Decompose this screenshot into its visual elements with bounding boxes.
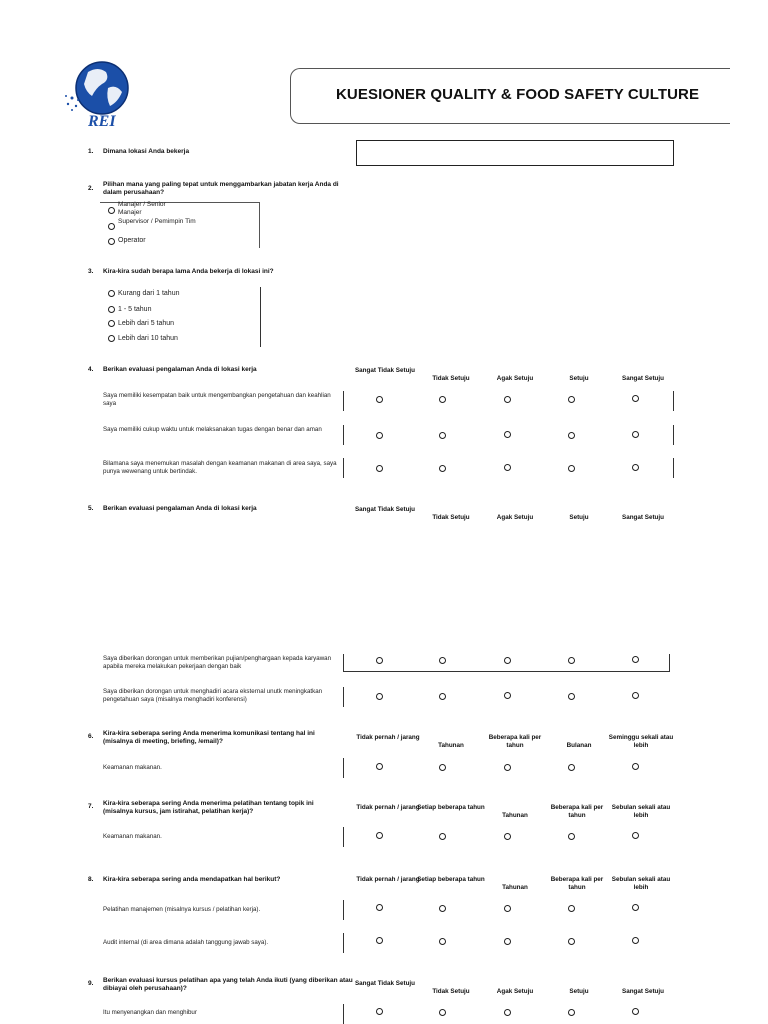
q9-header-s: Setuju [569,988,589,995]
q5-r2-radio-1[interactable] [376,693,383,700]
q7-r1-radio-5[interactable] [632,832,639,839]
option-supervisor: Supervisor / Pemimpin Tim [118,218,196,225]
q9-r1-radio-3[interactable] [504,1009,511,1016]
option-more-5: Lebih dari 5 tahun [118,320,175,327]
q5-r1-radio-4[interactable] [568,657,575,664]
q9-r1-radio-5[interactable] [632,1008,639,1015]
q6-text: Kira-kira seberapa sering Anda menerima komunikasi tentang hal ini (misalnya di meeting, briefing, /email)? [103,730,315,745]
q7-text: Kira-kira seberapa sering Anda menerima pelatihan tentang topik ini (misalnya kursus, jam istirahat, pelatihan kerja)? [103,800,314,815]
q4-r2-radio-4[interactable] [568,432,575,439]
q4-header-sts: Sangat Tidak Setuju [354,367,416,374]
q8-statement-1: Pelatihan manajemen (misalnya kursus / pelatihan kerja). [103,906,261,913]
q3-divider [260,287,261,347]
radio-more-5[interactable] [108,320,115,327]
q6-r1-radio-3[interactable] [504,764,511,771]
q8-header-3: Tahunan [502,884,528,891]
q7-header-4: Beberapa kali per tahun [550,804,604,819]
q7-r1-radio-4[interactable] [568,833,575,840]
q8-header-4: Beberapa kali per tahun [550,876,604,891]
q4-r3-radio-3[interactable] [504,464,511,471]
q4-r2-radio-5[interactable] [632,431,639,438]
q7-r1-radio-2[interactable] [439,833,446,840]
q6-r1-radio-5[interactable] [632,763,639,770]
q5-header-ts: Tidak Setuju [432,514,470,521]
q7-header-1: Tidak pernah / jarang [356,804,420,811]
q4-r1-radio-2[interactable] [439,396,446,403]
q5-r1-radio-2[interactable] [439,657,446,664]
q4-statement-3: Bilamana saya menemukan masalah dengan keamanan makanan di area saya, saya punya wewenang untuk bertindak. [103,460,337,475]
q5-r2-radio-2[interactable] [439,693,446,700]
q4-r2-radio-1[interactable] [376,432,383,439]
q6-r1-radio-1[interactable] [376,763,383,770]
q4-header-s: Setuju [569,375,589,382]
q6-header-3: Beberapa kali per tahun [488,734,542,749]
q6-r1-radio-4[interactable] [568,764,575,771]
option-manajer: Manajer / Senior Manajer [118,201,166,216]
q8-r2-radio-5[interactable] [632,937,639,944]
option-1-5: 1 - 5 tahun [118,306,152,313]
q4-header-as: Agak Setuju [496,375,534,382]
q5-number: 5. [88,505,94,512]
q4-number: 4. [88,366,94,373]
q4-r1-radio-5[interactable] [632,395,639,402]
row-divider [343,391,344,411]
q5-header-as: Agak Setuju [496,514,534,521]
q3-text: Kira-kira sudah berapa lama Anda bekerja di lokasi ini? [103,268,274,275]
q9-r1-radio-4[interactable] [568,1009,575,1016]
q4-r3-radio-5[interactable] [632,464,639,471]
q6-header-5: Seminggu sekali atau lebih [608,734,674,749]
q6-statement-1: Keamanan makanan. [103,764,162,771]
q4-r1-radio-4[interactable] [568,396,575,403]
q5-r2-radio-5[interactable] [632,692,639,699]
radio-operator[interactable] [108,238,115,245]
radio-1-5[interactable] [108,306,115,313]
row-divider [673,391,674,411]
option-less-1: Kurang dari 1 tahun [118,290,180,297]
q7-statement-1: Keamanan makanan. [103,833,162,840]
q6-header-2: Tahunan [438,742,464,749]
q6-header-4: Bulanan [566,742,592,749]
q4-statement-2: Saya memiliki cukup waktu untuk melaksanakan tugas dengan benar dan aman [103,426,322,433]
q2-text: Pilihan mana yang paling tepat untuk menggambarkan jabatan kerja Anda di dalam perusahaan? [103,181,339,196]
q8-r2-radio-2[interactable] [439,938,446,945]
q9-r1-radio-2[interactable] [439,1009,446,1016]
q7-header-2: Setiap beberapa tahun [417,804,485,811]
q8-header-5: Sebulan sekali atau lebih [611,876,671,891]
q5-r1-radio-3[interactable] [504,657,511,664]
q9-header-ts: Tidak Setuju [432,988,470,995]
q7-r1-radio-3[interactable] [504,833,511,840]
q5-r2-radio-3[interactable] [504,692,511,699]
q6-number: 6. [88,733,94,740]
q8-r1-radio-3[interactable] [504,905,511,912]
q3-number: 3. [88,268,94,275]
q5-statement-2: Saya diberikan dorongan untuk menghadiri acara eksternal unutk meningkatkan pengetahuan saya (misalnya menghadiri konferensi) [103,688,323,703]
page-title: KUESIONER QUALITY & FOOD SAFETY CULTURE [336,86,700,103]
q5-r1-radio-5[interactable] [632,656,639,663]
q4-r3-radio-4[interactable] [568,465,575,472]
row-divider [343,900,344,920]
q8-r1-radio-4[interactable] [568,905,575,912]
q5-r1-radio-1[interactable] [376,657,383,664]
row-divider [673,458,674,478]
q4-statement-1: Saya memiliki kesempatan baik untuk mengembangkan pengetahuan dan keahlian saya [103,392,331,407]
q8-r2-radio-3[interactable] [504,938,511,945]
row-divider [343,758,344,778]
q9-statement-1: Itu menyenangkan dan menghibur [103,1009,197,1016]
radio-more-10[interactable] [108,335,115,342]
option-operator: Operator [118,237,146,244]
q5-header-s: Setuju [569,514,589,521]
q2-number: 2. [88,185,94,192]
radio-supervisor[interactable] [108,223,115,230]
q5-r2-radio-4[interactable] [568,693,575,700]
q4-r3-radio-2[interactable] [439,465,446,472]
row-divider [343,827,344,847]
q7-header-3: Tahunan [502,812,528,819]
q7-r1-radio-1[interactable] [376,832,383,839]
row-divider [343,425,344,445]
q1-number: 1. [88,148,94,155]
q4-r3-radio-1[interactable] [376,465,383,472]
q8-r2-radio-1[interactable] [376,937,383,944]
location-input[interactable] [356,140,674,166]
q8-statement-2: Audit internal (di area dimana adalah tanggung jawab saya). [103,939,269,946]
row-divider [673,425,674,445]
row-divider [343,458,344,478]
q5-text: Berikan evaluasi pengalaman Anda di lokasi kerja [103,505,257,512]
row-divider [343,933,344,953]
q6-header-1: Tidak pernah / jarang [356,734,420,741]
q8-text: Kira-kira seberapa sering anda mendapatkan hal berikut? [103,876,281,883]
q5-header-sts: Sangat Tidak Setuju [354,506,416,513]
q5-statement-1: Saya diberikan dorongan untuk memberikan pujian/penghargaan kepada karyawan apabila mereka melakukan pekerjaan dengan baik [103,655,332,670]
option-more-10: Lebih dari 10 tahun [118,335,178,342]
q7-header-5: Sebulan sekali atau lebih [611,804,671,819]
q9-header-ss: Sangat Setuju [622,988,664,995]
q4-text: Berikan evaluasi pengalaman Anda di lokasi kerja [103,366,257,373]
q4-r2-radio-2[interactable] [439,432,446,439]
q8-r1-radio-2[interactable] [439,905,446,912]
q1-text: Dimana lokasi Anda bekerja [103,148,190,155]
q8-r1-radio-1[interactable] [376,904,383,911]
q9-text: Berikan evaluasi kursus pelatihan apa yang telah Anda ikuti (yang diberikan atau dibiayai oleh perusahaan)? [103,977,353,992]
q8-header-2: Setiap beberapa tahun [417,876,485,883]
company-logo [58,58,138,130]
q8-header-1: Tidak pernah / jarang [356,876,420,883]
svg-text:REI: REI [88,113,116,130]
radio-manajer[interactable] [108,207,115,214]
q4-r1-radio-3[interactable] [504,396,511,403]
q9-header-sts: Sangat Tidak Setuju [354,980,416,987]
q7-number: 7. [88,803,94,810]
q8-r2-radio-4[interactable] [568,938,575,945]
q9-r1-radio-1[interactable] [376,1008,383,1015]
q4-r1-radio-1[interactable] [376,396,383,403]
q8-r1-radio-5[interactable] [632,904,639,911]
row-divider [343,687,344,707]
q8-number: 8. [88,876,94,883]
radio-less-1[interactable] [108,290,115,297]
q9-number: 9. [88,980,94,987]
q4-r2-radio-3[interactable] [504,431,511,438]
row-divider [343,1004,344,1024]
q4-header-ss: Sangat Setuju [622,375,664,382]
q9-header-as: Agak Setuju [496,988,534,995]
q5-header-ss: Sangat Setuju [622,514,664,521]
q6-r1-radio-2[interactable] [439,764,446,771]
q4-header-ts: Tidak Setuju [432,375,470,382]
